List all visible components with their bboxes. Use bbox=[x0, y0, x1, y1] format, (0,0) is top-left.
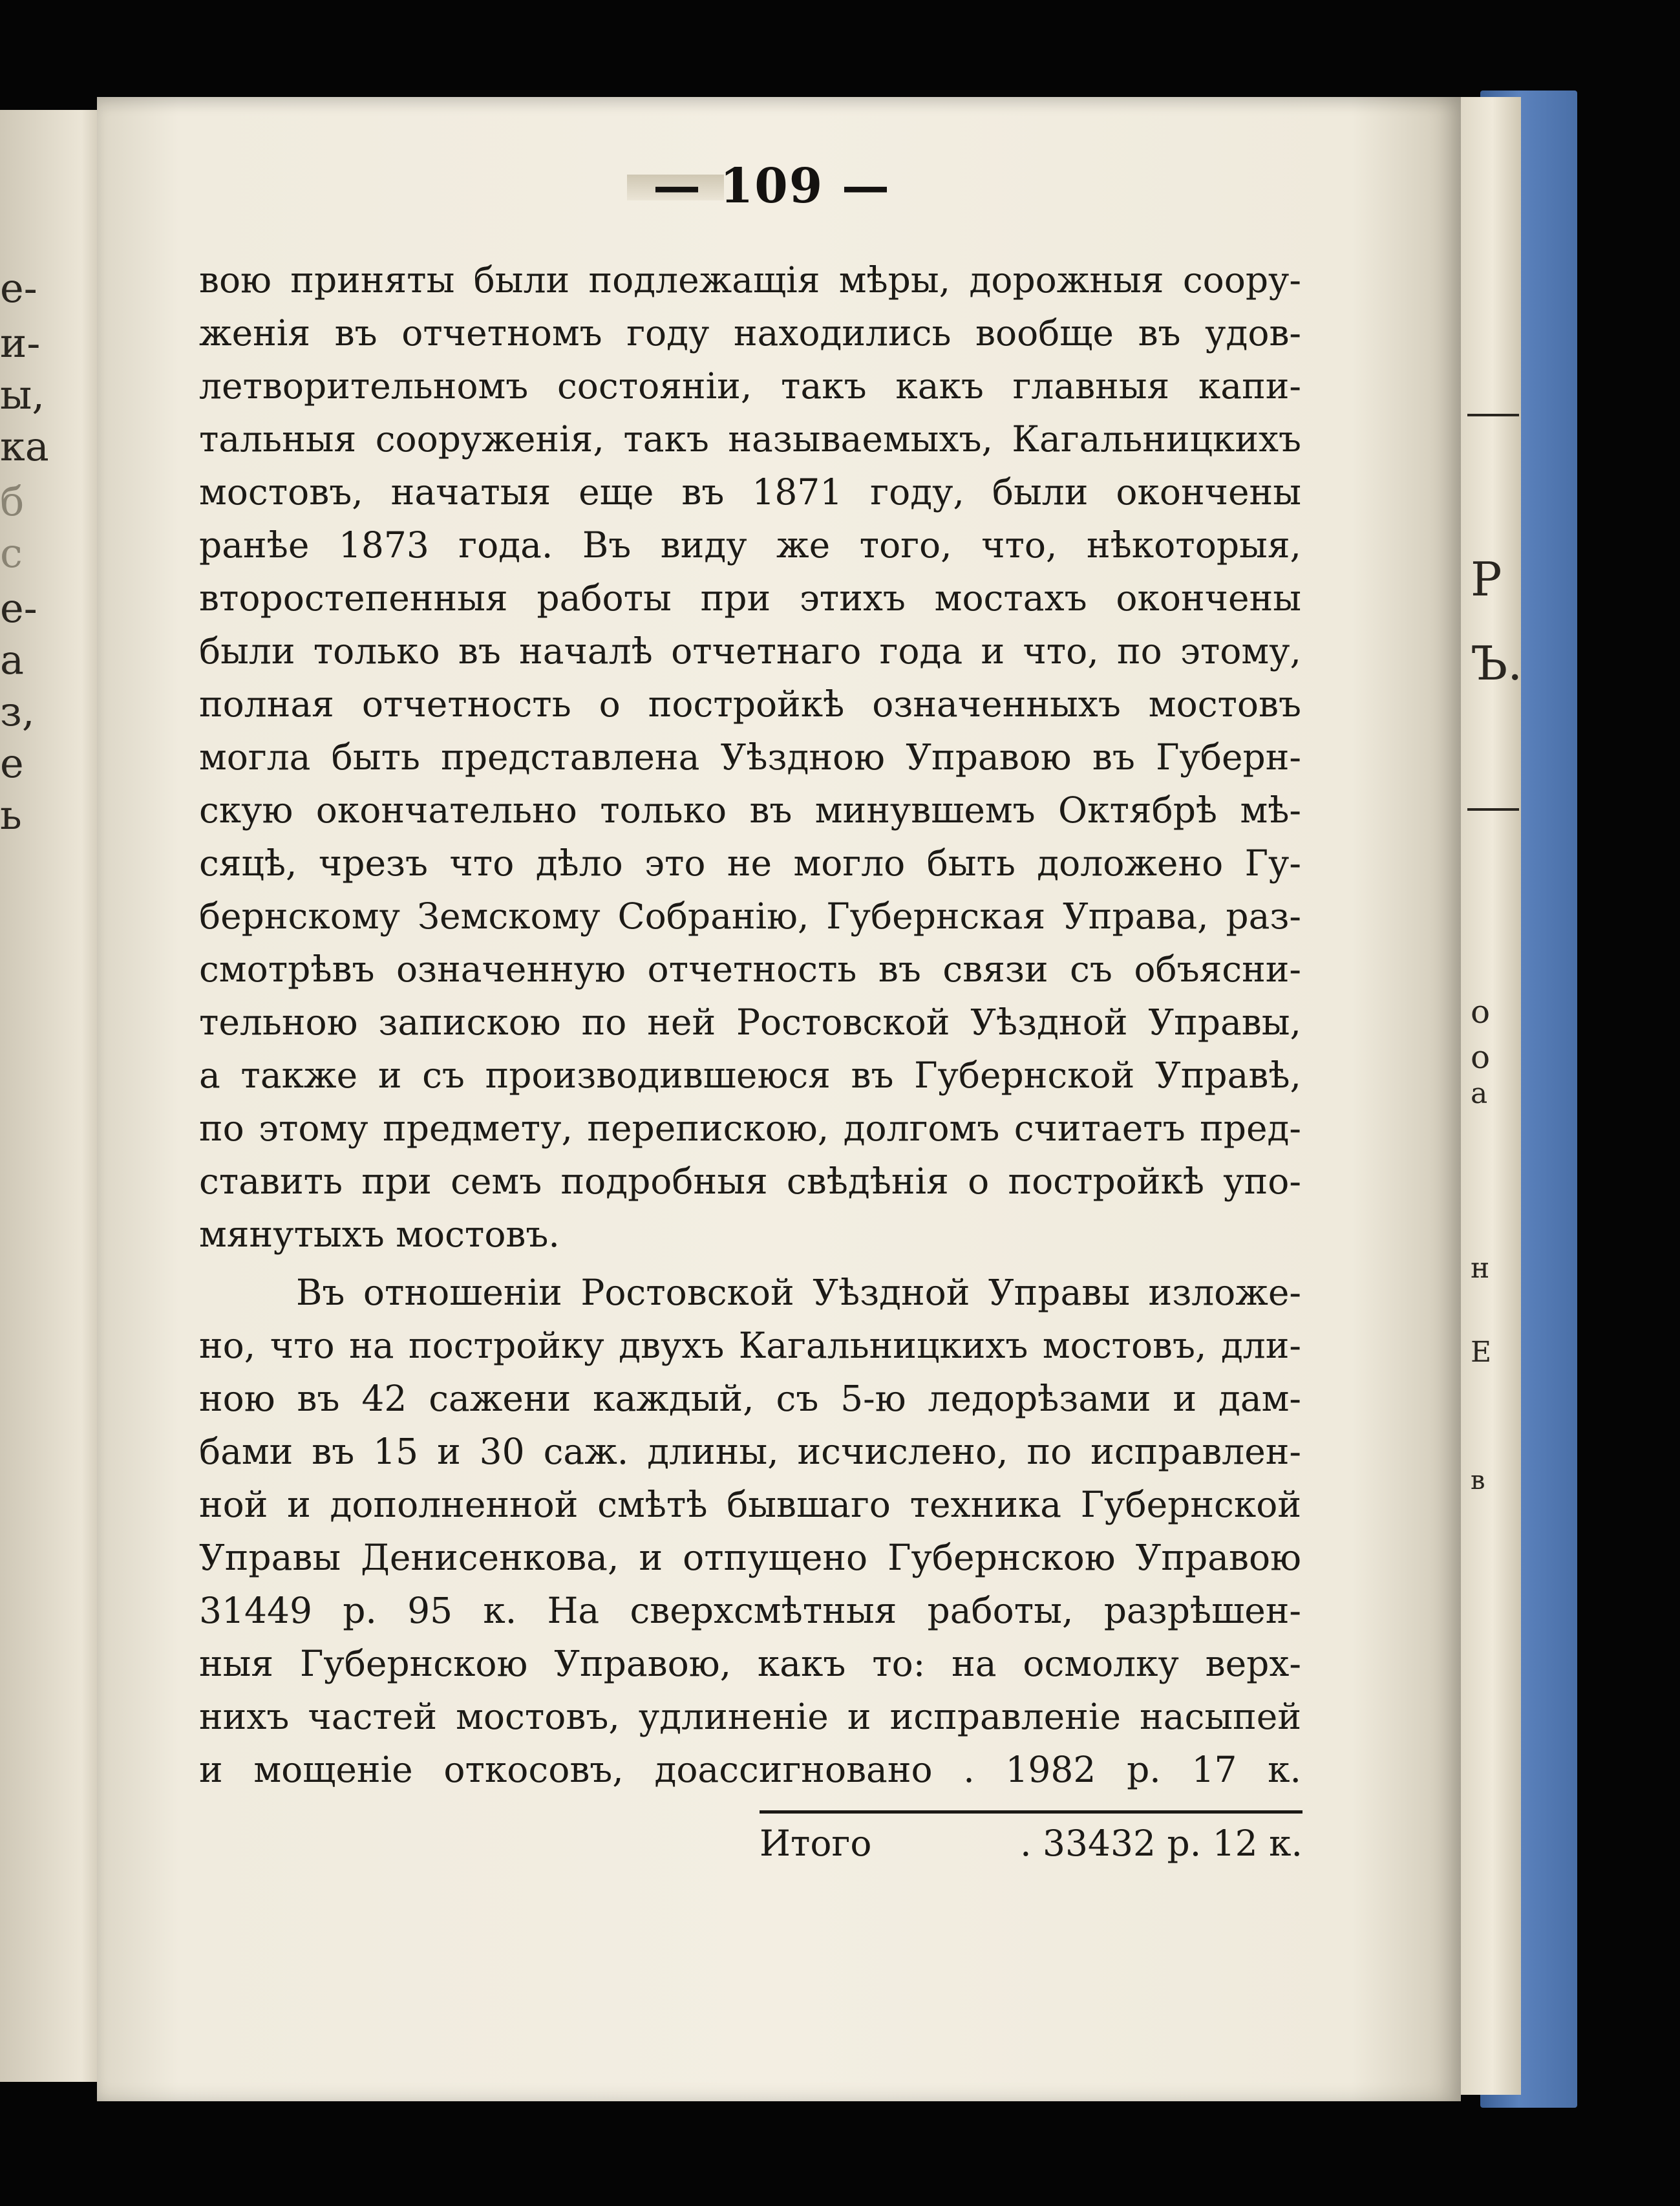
left-page-fragment: е- bbox=[0, 584, 37, 632]
text-line: и мощеніе откосовъ, доассигновано . 1982 р. 17 к. bbox=[199, 1749, 1301, 1790]
text-line: были только въ началѣ отчетнаго года и что, по этому, bbox=[199, 630, 1301, 672]
text-line: летворительномъ состояніи, такъ какъ главныя капи- bbox=[199, 365, 1301, 407]
text-line: нихъ частей мостовъ, удлиненіе и исправленіе насыпей bbox=[199, 1696, 1301, 1737]
underlying-page-fragment: о bbox=[1471, 993, 1491, 1031]
text-line: Въ отношеніи Ростовской Уѣздной Управы изложе- bbox=[296, 1272, 1301, 1313]
text-line: могла быть представлена Уѣздною Управою въ Губерн- bbox=[199, 736, 1301, 778]
underlying-page-rule bbox=[1467, 414, 1519, 416]
text-line: ною въ 42 сажени каждый, съ 5-ю ледорѣзами и дам- bbox=[199, 1378, 1301, 1419]
text-line: вою приняты были подлежащія мѣры, дорожныя соору- bbox=[199, 259, 1301, 301]
text-line: по этому предмету, перепискою, долгомъ считаетъ пред- bbox=[199, 1108, 1301, 1149]
text-line: смотрѣвъ означенную отчетность въ связи съ объясни- bbox=[199, 948, 1301, 990]
underlying-page-fragment: а bbox=[1471, 1077, 1488, 1110]
underlying-page-rule bbox=[1467, 808, 1519, 811]
left-page-fragment: е bbox=[0, 740, 24, 787]
text-line: но, что на постройку двухъ Кагальницкихъ мостовъ, дли- bbox=[199, 1325, 1301, 1366]
body-text bbox=[199, 253, 1301, 1796]
total-row bbox=[760, 1815, 1303, 1871]
text-line: ныя Губернскою Управою, какъ то: на осмолку верх- bbox=[199, 1643, 1301, 1684]
text-line: ранѣе 1873 года. Въ виду же того, что, нѣкоторыя, bbox=[199, 524, 1301, 566]
text-line: сяцѣ, чрезъ что дѣло это не могло быть доложено Гу- bbox=[199, 842, 1301, 884]
text-line: полная отчетность о постройкѣ означенныхъ мостовъ bbox=[199, 683, 1301, 725]
left-page-fragment: ка bbox=[0, 423, 49, 470]
text-line: бами въ 15 и 30 саж. длины, исчислено, по исправлен- bbox=[199, 1431, 1301, 1472]
text-line: Управы Денисенкова, и отпущено Губернскою Управою bbox=[199, 1537, 1301, 1578]
text-line: женія въ отчетномъ году находились вообще въ удов- bbox=[199, 312, 1301, 354]
underlying-page-fragment: н bbox=[1471, 1252, 1490, 1285]
text-line: скую окончательно только въ минувшемъ Октябрѣ мѣ- bbox=[199, 789, 1301, 831]
text-line: мянутыхъ мостовъ. bbox=[199, 1214, 560, 1255]
underlying-page-fragment: Е bbox=[1471, 1336, 1492, 1369]
text-line: тельною запискою по ней Ростовской Уѣздной Управы, bbox=[199, 1001, 1301, 1043]
text-line: а также и съ производившеюся въ Губернской Управѣ, bbox=[199, 1055, 1301, 1096]
underlying-page-fragment: Ъ. bbox=[1471, 636, 1523, 691]
left-page-fragment: б bbox=[0, 478, 25, 525]
text-line: 31449 р. 95 к. На сверхсмѣтныя работы, разрѣшен- bbox=[199, 1590, 1301, 1631]
text-line: тальныя сооруженія, такъ называемыхъ, Кагальницкихъ bbox=[199, 418, 1301, 460]
text-line: второстепенныя работы при этихъ мостахъ окончены bbox=[199, 577, 1301, 619]
left-page-fragment: ы, bbox=[0, 371, 45, 418]
total-label: Итого bbox=[760, 1823, 872, 1864]
left-page-fragment: а bbox=[0, 636, 24, 683]
total-value: . 33432 р. 12 к. bbox=[1020, 1823, 1303, 1864]
text-line: бернскому Земскому Собранію, Губернская Управа, раз- bbox=[199, 895, 1301, 937]
text-line: мостовъ, начатыя еще въ 1871 году, были окончены bbox=[199, 471, 1301, 513]
underlying-page-fragment: Р bbox=[1471, 552, 1502, 606]
total-rule bbox=[760, 1810, 1303, 1814]
page-number: — 109 — bbox=[653, 158, 891, 214]
underlying-page-fragment: в bbox=[1471, 1466, 1485, 1495]
left-page-fragment: з, bbox=[0, 688, 35, 735]
underlying-page-fragment: о bbox=[1471, 1038, 1491, 1076]
text-line: ной и дополненной смѣтѣ бывшаго техника Губернской bbox=[199, 1484, 1301, 1525]
left-page-fragment: с bbox=[0, 530, 23, 577]
left-page-fragment: и- bbox=[0, 319, 41, 367]
text-line: ставить при семъ подробныя свѣдѣнія о постройкѣ упо- bbox=[199, 1161, 1301, 1202]
left-page-fragment: ь bbox=[0, 791, 22, 839]
left-page-fragment: е- bbox=[0, 264, 37, 312]
